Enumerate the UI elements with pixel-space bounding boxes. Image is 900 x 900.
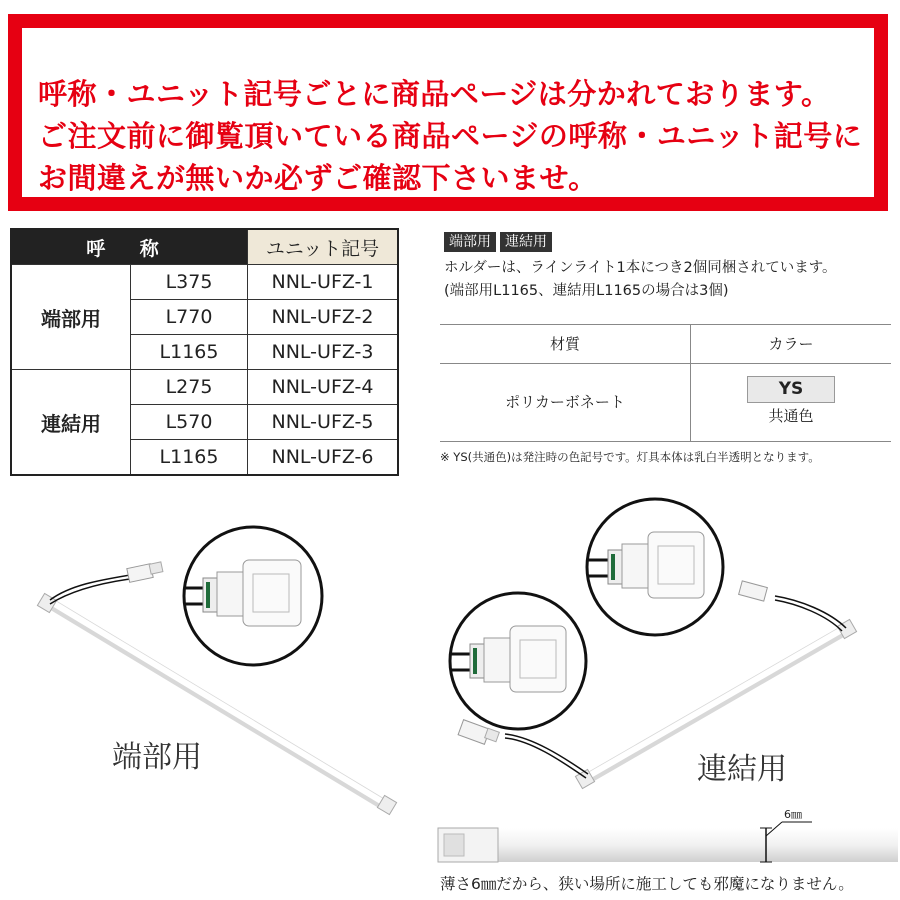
size-cell: L1165 (131, 440, 248, 476)
connect-connector-closeup-bottom (450, 593, 586, 729)
notice-line-3: お間違えが無いか必ずご確認下さいませ。 (38, 161, 598, 195)
unit-cell: NNL-UFZ-4 (248, 370, 399, 405)
holder-note-line-1: ホルダーは、ラインライト1本につき2個同梱されています。 (444, 260, 837, 276)
thinness-caption: 薄さ6㎜だから、狭い場所に施工しても邪魔になりません。 (440, 875, 854, 893)
size-cell: L770 (131, 300, 248, 335)
notice-line-1: 呼称・ユニット記号ごとに商品ページは分かれております。 (38, 77, 831, 111)
color-header: カラー (768, 335, 814, 353)
tag-end: 端部用 (444, 232, 496, 252)
header-unit: ユニット記号 (248, 229, 399, 265)
material-value: ポリカーボネート (440, 364, 691, 441)
unit-cell: NNL-UFZ-6 (248, 440, 399, 476)
end-connector-closeup (184, 527, 322, 665)
unit-cell: NNL-UFZ-3 (248, 335, 399, 370)
unit-cell: NNL-UFZ-5 (248, 405, 399, 440)
unit-cell: NNL-UFZ-1 (248, 265, 399, 300)
category-cell: 連結用 (11, 370, 131, 476)
thin-profile-strip (438, 822, 898, 862)
end-type-label: 端部用 (112, 740, 202, 775)
unit-cell: NNL-UFZ-2 (248, 300, 399, 335)
connect-type-label: 連結用 (697, 752, 787, 787)
size-cell: L570 (131, 405, 248, 440)
material-header: 材質 (440, 325, 691, 363)
header-name: 呼 称 (11, 229, 248, 265)
dimension-label: 6㎜ (784, 808, 802, 821)
color-footnote: ※ YS(共通色)は発注時の色記号です。灯具本体は乳白半透明となります。 (440, 450, 820, 464)
tag-connect: 連結用 (500, 232, 552, 252)
notice-line-2: ご注文前に御覧頂いている商品ページの呼称・ユニット記号に (38, 119, 863, 153)
color-code-badge: YS (747, 376, 835, 403)
size-cell: L375 (131, 265, 248, 300)
category-cell: 端部用 (11, 265, 131, 370)
size-cell: L275 (131, 370, 248, 405)
holder-note-line-2: (端部用L1165、連結用L1165の場合は3個) (444, 283, 729, 299)
size-cell: L1165 (131, 335, 248, 370)
connect-connector-closeup-top (587, 499, 723, 635)
color-name: 共通色 (768, 407, 814, 425)
